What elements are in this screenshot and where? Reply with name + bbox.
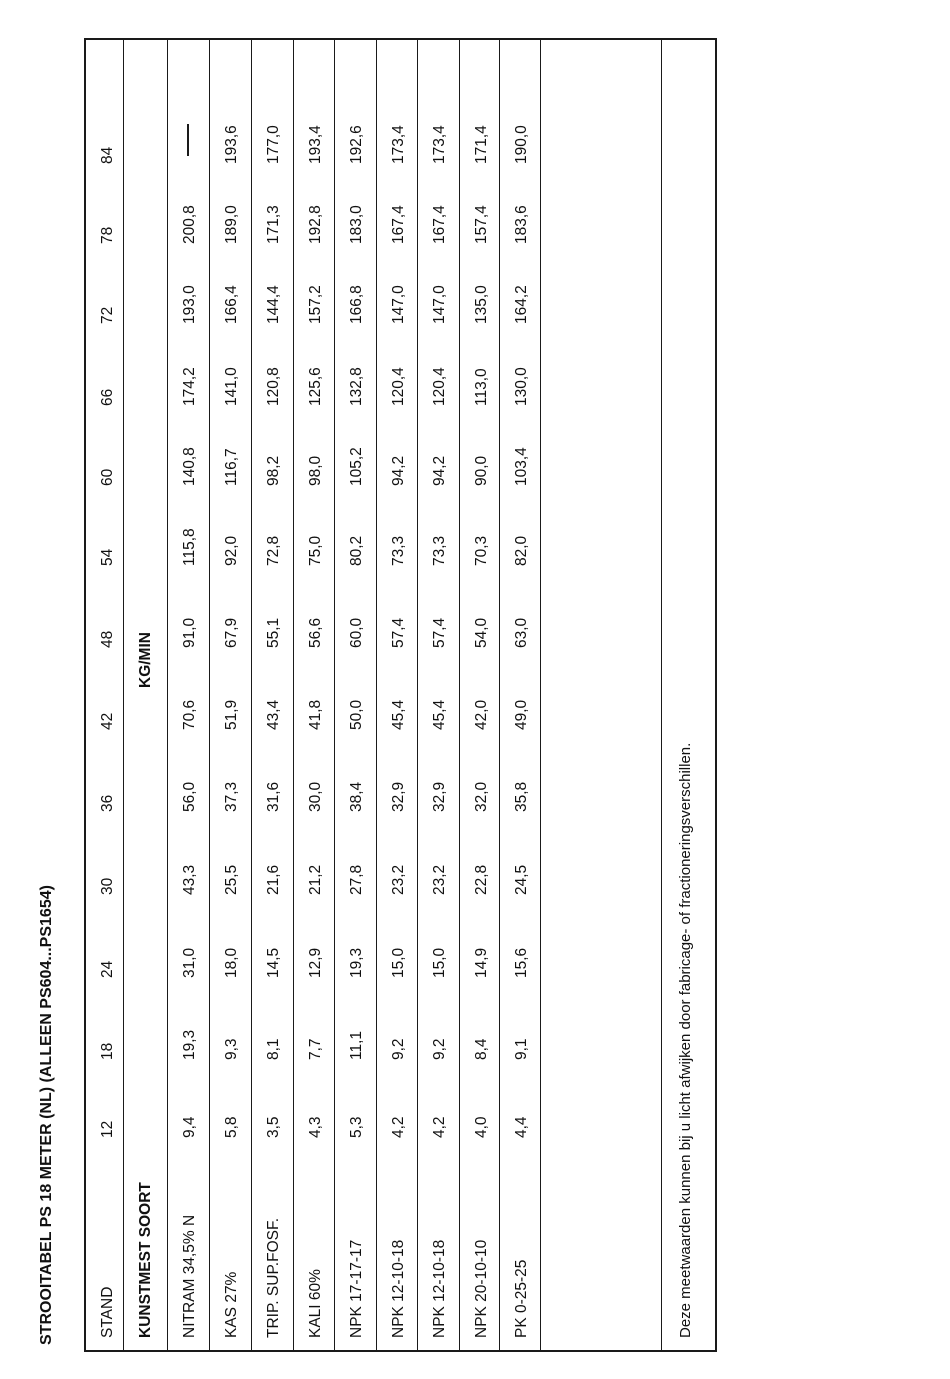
empty-row (541, 40, 662, 1350)
rate-value: 11,1 (348, 1030, 365, 1060)
rate-value: 125,6 (307, 367, 324, 406)
table-row (210, 40, 252, 1350)
table-row (377, 40, 418, 1350)
rate-value: 12,9 (307, 947, 324, 978)
stand-value: 54 (99, 548, 116, 566)
rate-value: 4,3 (307, 1116, 324, 1138)
fertilizer-name: NPK 12-10-18 (390, 1239, 407, 1338)
rate-value: 25,5 (223, 864, 240, 895)
rate-value: 43,4 (265, 699, 282, 730)
stand-value: 60 (99, 468, 116, 486)
rate-value: 116,7 (223, 448, 240, 486)
table-row (294, 40, 335, 1350)
rate-value: 144,4 (265, 285, 282, 324)
rate-value: 38,4 (348, 781, 365, 812)
rate-value: 4,2 (431, 1116, 448, 1138)
rate-value: 90,0 (473, 455, 490, 486)
rate-value: 183,0 (348, 205, 365, 244)
rate-value: 32,9 (390, 781, 407, 812)
rate-value: 115,8 (181, 528, 198, 566)
rate-value: 73,3 (390, 535, 407, 566)
rate-value: 167,4 (431, 205, 448, 244)
unit-label: KG/MIN (137, 632, 154, 688)
rate-value: 98,2 (265, 455, 282, 486)
rate-value: 192,8 (307, 205, 324, 244)
rate-value: 8,1 (265, 1038, 282, 1060)
rate-value: 193,4 (307, 125, 324, 164)
rate-value: 166,8 (348, 285, 365, 324)
rate-value: 23,2 (390, 864, 407, 895)
rate-value: 32,9 (431, 781, 448, 812)
stand-value: 72 (99, 306, 116, 324)
rate-value: 31,0 (181, 947, 198, 978)
rate-value: 19,3 (348, 947, 365, 978)
table-row (252, 40, 294, 1350)
stand-value: 12 (99, 1120, 116, 1138)
rate-value: 177,0 (265, 125, 282, 164)
spread-table (84, 38, 717, 1352)
rate-value: 18,0 (223, 947, 240, 978)
rate-value: 200,8 (181, 205, 198, 244)
stand-value: 78 (99, 226, 116, 244)
rate-value: 49,0 (513, 699, 530, 730)
rate-value: 190,0 (513, 125, 530, 164)
rate-value: 60,0 (348, 617, 365, 648)
rate-value: 30,0 (307, 781, 324, 812)
rate-value: 42,0 (473, 699, 490, 730)
rate-value: 9,2 (431, 1038, 448, 1060)
stand-value: 66 (99, 388, 116, 406)
stand-value: 36 (99, 794, 116, 812)
rate-value: 24,5 (513, 864, 530, 895)
rate-value: 140,8 (181, 447, 198, 486)
stand-value: 24 (99, 960, 116, 978)
stand-value: 48 (99, 630, 116, 648)
rate-value: 56,0 (181, 781, 198, 812)
rate-value: 7,7 (307, 1038, 324, 1060)
rate-value: 45,4 (390, 699, 407, 730)
stand-value: 42 (99, 712, 116, 730)
header-row (86, 40, 124, 1350)
rate-value: 141,0 (223, 367, 240, 406)
table-row (500, 40, 541, 1350)
table-row (335, 40, 377, 1350)
rate-value: 27,8 (348, 864, 365, 895)
rate-value: 57,4 (390, 617, 407, 648)
rate-value: 113,0 (473, 368, 490, 406)
rate-value: 15,0 (390, 947, 407, 978)
rate-value: 43,3 (181, 864, 198, 895)
rate-value: 19,3 (181, 1029, 198, 1060)
fertilizer-name: NPK 20-10-10 (473, 1239, 490, 1338)
rate-value: 22,8 (473, 864, 490, 895)
rate-value: 94,2 (431, 455, 448, 486)
rate-value: 56,6 (307, 617, 324, 648)
fertilizer-name: NITRAM 34,5% N (181, 1214, 198, 1338)
rate-value: 164,2 (513, 285, 530, 324)
rate-value: 54,0 (473, 617, 490, 648)
rate-value: 14,5 (265, 947, 282, 978)
rate-value: 94,2 (390, 455, 407, 486)
rate-value: 130,0 (513, 367, 530, 406)
rate-value: 183,6 (513, 205, 530, 244)
rate-value: 55,1 (265, 617, 282, 648)
rate-value: 51,9 (223, 699, 240, 730)
rate-value: 189,0 (223, 205, 240, 244)
stand-value: 18 (99, 1042, 116, 1060)
rate-value (181, 149, 199, 165)
rate-value: 14,9 (473, 947, 490, 978)
rate-value: 157,2 (307, 285, 324, 324)
table-row (418, 40, 460, 1350)
rate-value: 37,3 (223, 781, 240, 812)
rate-value: 9,3 (223, 1038, 240, 1060)
rate-value: 157,4 (473, 205, 490, 244)
rate-value: 171,4 (473, 125, 490, 164)
rate-value: 45,4 (431, 699, 448, 730)
rate-value: 5,8 (223, 1116, 240, 1138)
rate-value: 35,8 (513, 781, 530, 812)
rate-value: 193,6 (223, 125, 240, 164)
page-title: STROOITABEL PS 18 METER (NL) (ALLEEN PS604...PS1654) (38, 885, 55, 1345)
rate-value: 67,9 (223, 617, 240, 648)
fertilizer-name: KALI 60% (307, 1269, 324, 1338)
subheader-label: KUNSTMEST SOORT (137, 1182, 154, 1338)
fertilizer-name: TRIP. SUP.FOSF. (265, 1217, 282, 1338)
subheader-row (124, 40, 168, 1350)
rate-value: 167,4 (390, 205, 407, 244)
rate-value: 9,2 (390, 1038, 407, 1060)
fertilizer-name: NPK 17-17-17 (348, 1239, 365, 1338)
rate-value: 5,3 (348, 1116, 365, 1138)
footnote-row (662, 40, 717, 1350)
rate-value: 91,0 (181, 617, 198, 648)
rate-value: 32,0 (473, 781, 490, 812)
rate-value: 3,5 (265, 1116, 282, 1138)
rate-value: 166,4 (223, 285, 240, 324)
rate-value: 105,2 (348, 447, 365, 486)
rate-value: 4,0 (473, 1116, 490, 1138)
rate-value: 193,0 (181, 285, 198, 324)
rate-value: 8,4 (473, 1038, 490, 1060)
rate-value: 103,4 (513, 447, 530, 486)
rate-value: 31,6 (265, 781, 282, 812)
rate-value: 98,0 (307, 455, 324, 486)
rate-value: 120,4 (390, 367, 407, 406)
rate-value: 173,4 (390, 125, 407, 164)
rate-value: 70,3 (473, 535, 490, 566)
rate-value: 41,8 (307, 699, 324, 730)
header-label: STAND (99, 1286, 116, 1338)
table-row (460, 40, 500, 1350)
rate-value: 15,6 (513, 947, 530, 978)
stand-value: 84 (99, 146, 116, 164)
rate-value: 80,2 (348, 535, 365, 566)
rate-value: 70,6 (181, 699, 198, 730)
rate-value: 21,6 (265, 864, 282, 895)
rate-value: 132,8 (348, 367, 365, 406)
fertilizer-name: PK 0-25-25 (513, 1259, 530, 1338)
rate-value: 50,0 (348, 699, 365, 730)
table-row (168, 40, 210, 1350)
footnote-text: Deze meetwaarden kunnen bij u licht afwijken door fabricage- of fractioneringsverschillen. (677, 742, 694, 1338)
rate-value: 120,8 (265, 367, 282, 406)
rate-value: 15,0 (431, 947, 448, 978)
rate-value: 75,0 (307, 535, 324, 566)
rate-value: 23,2 (431, 864, 448, 895)
rate-value: 4,2 (390, 1116, 407, 1138)
rate-value: 147,0 (390, 285, 407, 324)
rate-value: 135,0 (473, 285, 490, 324)
rate-value: 174,2 (181, 367, 198, 406)
rate-value: 192,6 (348, 125, 365, 164)
rate-value: 21,2 (307, 864, 324, 895)
rate-value: 63,0 (513, 617, 530, 648)
rate-value: 73,3 (431, 535, 448, 566)
rate-value: 147,0 (431, 285, 448, 324)
fertilizer-name: NPK 12-10-18 (431, 1239, 448, 1338)
rate-value: 173,4 (431, 125, 448, 164)
rate-value: 57,4 (431, 617, 448, 648)
rate-value: 72,8 (265, 535, 282, 566)
rate-value: 82,0 (513, 535, 530, 566)
stand-value: 30 (99, 877, 116, 895)
rate-value: 9,4 (181, 1116, 198, 1138)
rate-value: 9,1 (513, 1038, 530, 1060)
rate-value: 4,4 (513, 1116, 530, 1138)
fertilizer-name: KAS 27% (223, 1271, 240, 1338)
rate-value: 92,0 (223, 535, 240, 566)
rate-value: 171,3 (265, 205, 282, 244)
rate-value: 120,4 (431, 367, 448, 406)
